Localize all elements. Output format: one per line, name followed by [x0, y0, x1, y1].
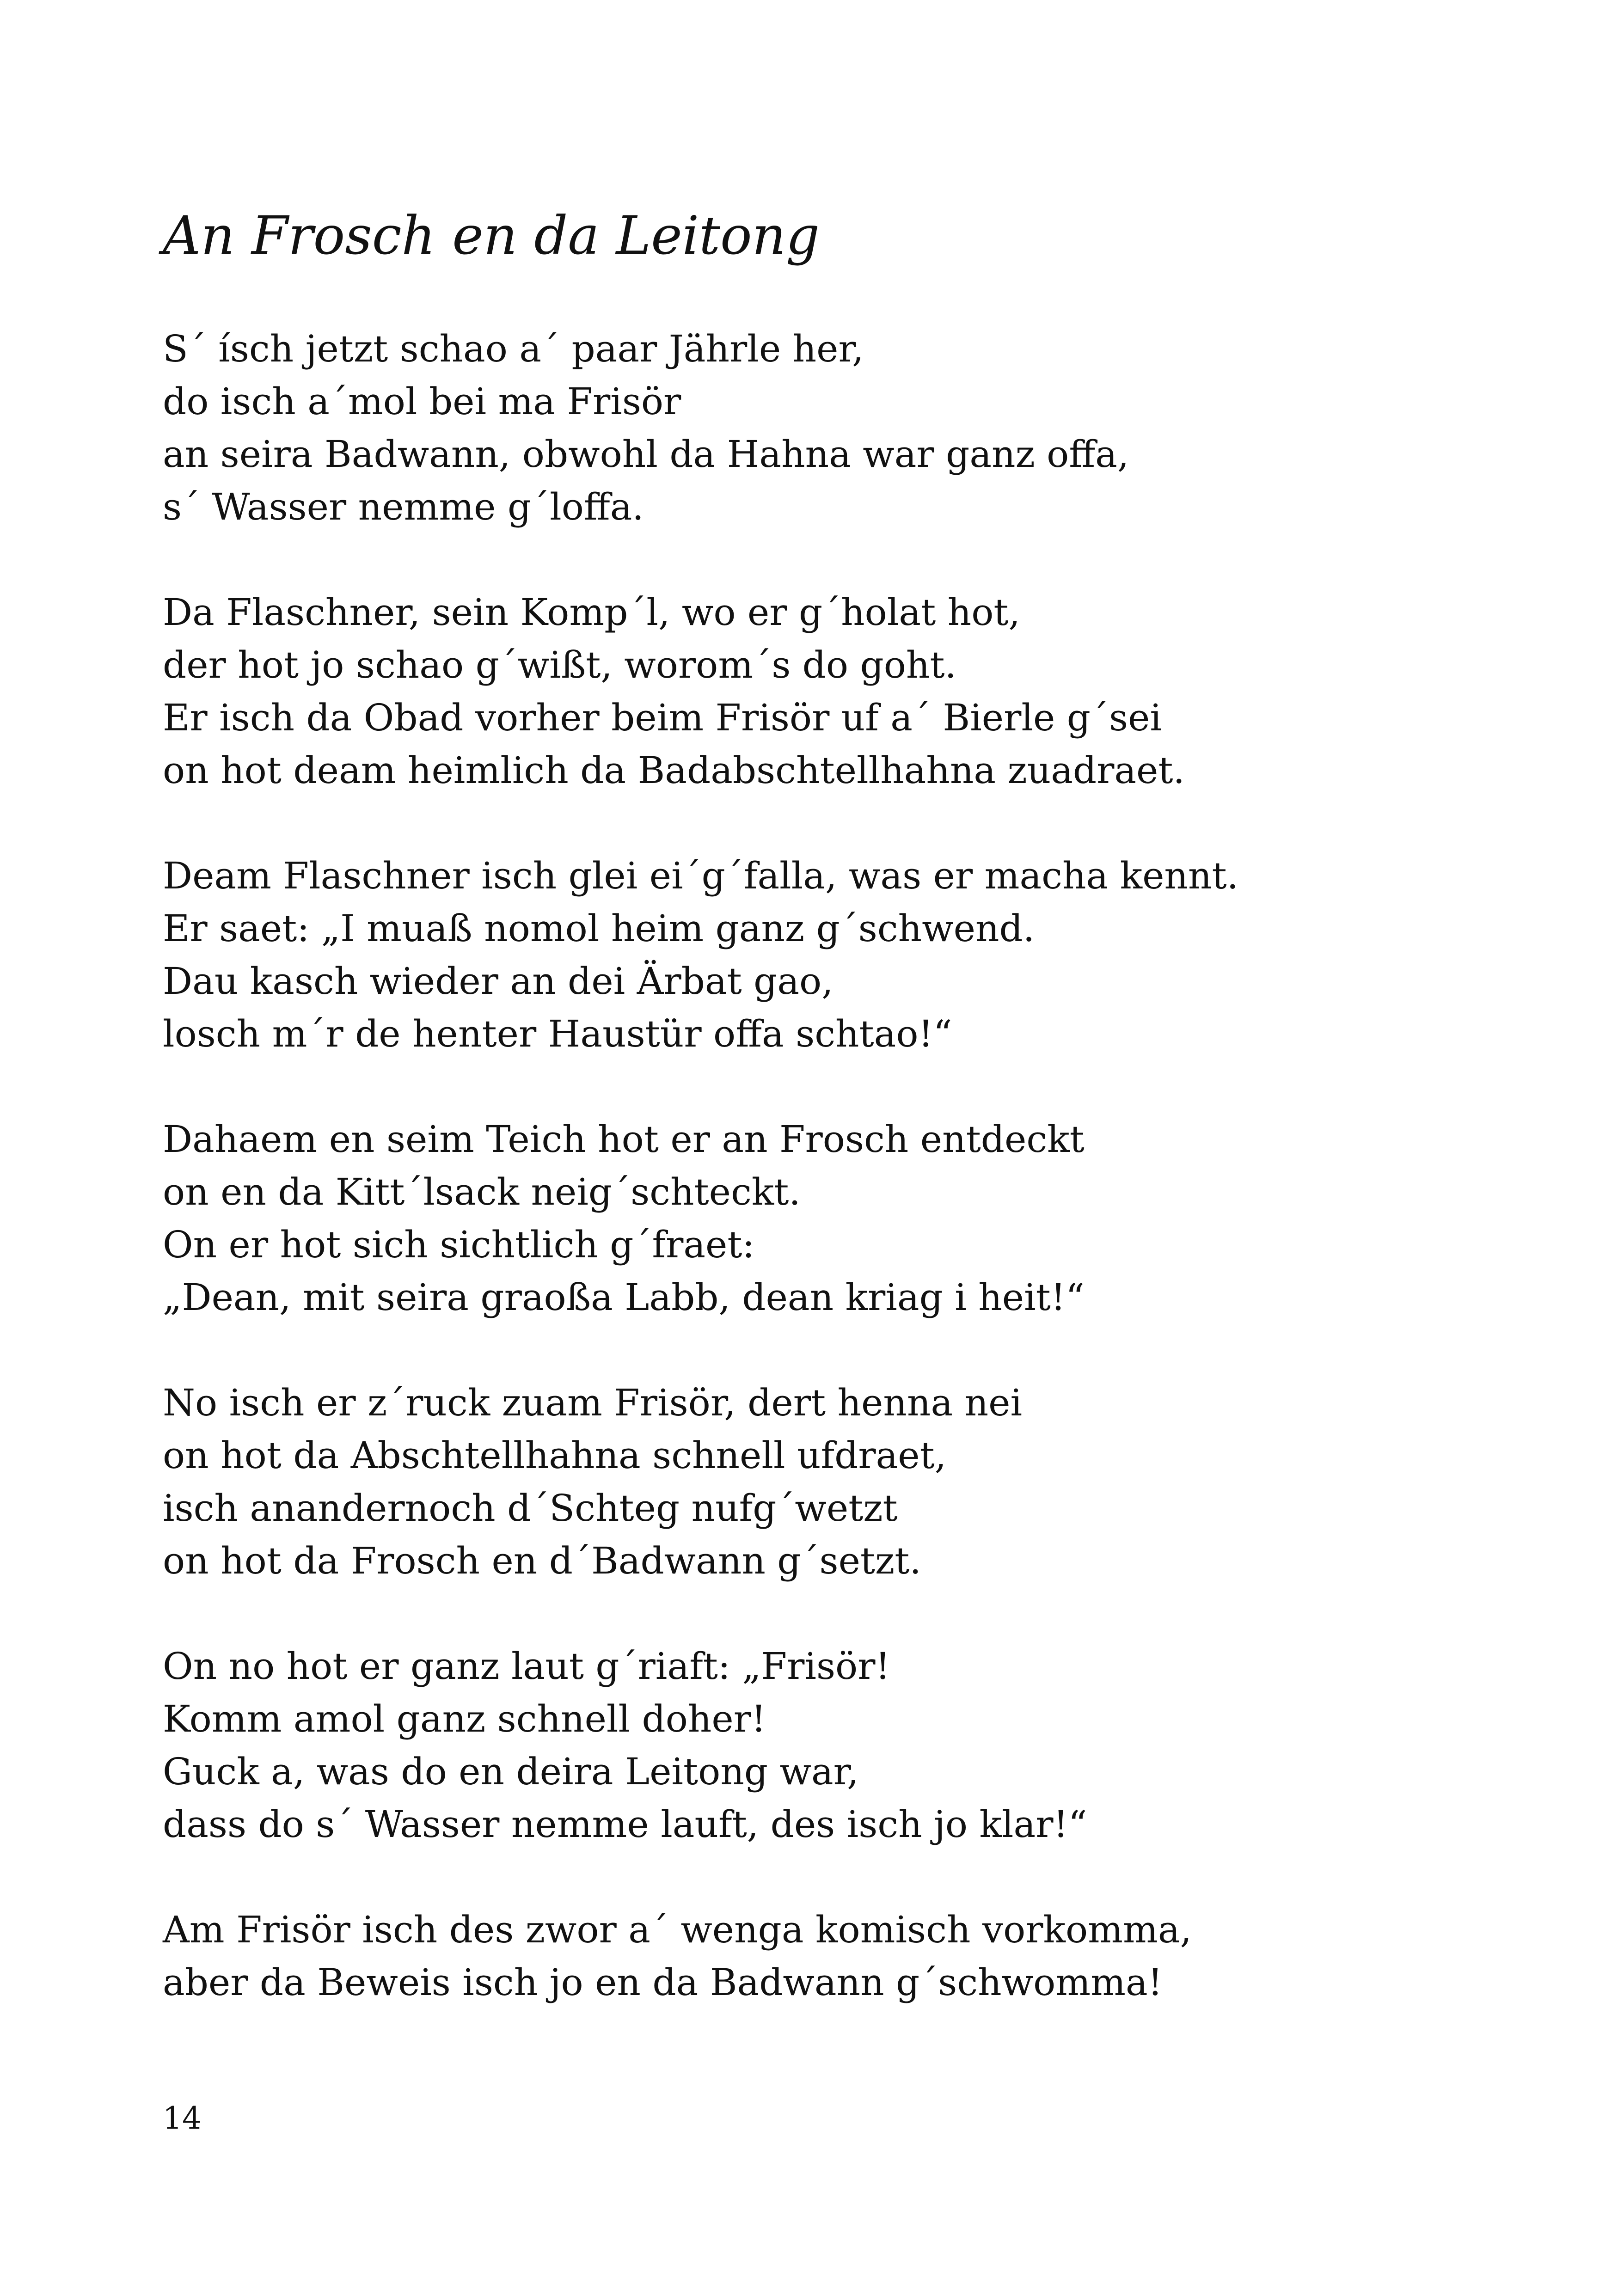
poem-line: Er isch da Obad vorher beim Frisör uf a´ Bierle g´sei [163, 696, 1162, 739]
page-number: 14 [163, 2100, 202, 2136]
poem-line: Deam Flaschner isch glei ei´g´falla, was er macha kennt. [163, 854, 1239, 897]
poem-line: an seira Badwann, obwohl da Hahna war ganz offa, [163, 433, 1129, 476]
poem-line: Dahaem en seim Teich hot er an Frosch entdeckt [163, 1118, 1085, 1161]
poem-line: aber da Beweis isch jo en da Badwann g´schwomma! [163, 1961, 1163, 2004]
poem-line: on hot deam heimlich da Badabschtellhahna zuadraet. [163, 749, 1185, 792]
stanza [163, 1377, 1503, 1587]
poem-line: isch anandernoch d´Schteg nufg´wetzt [163, 1487, 898, 1530]
poem-line: dass do s´ Wasser nemme lauft, des isch jo klar!“ [163, 1803, 1087, 1846]
stanza [163, 850, 1503, 1060]
poem-line: S´ ísch jetzt schao a´ paar Jährle her, [163, 327, 864, 370]
poem-line: On no hot er ganz laut g´riaft: „Frisör! [163, 1645, 890, 1688]
poem-title: An Frosch en da Leitong [163, 205, 820, 266]
poem-line: Guck a, was do en deira Leitong war, [163, 1750, 859, 1793]
poem-line: Komm amol ganz schnell doher! [163, 1697, 766, 1740]
poem-line: on hot da Frosch en d´Badwann g´setzt. [163, 1539, 921, 1582]
poem-line: Dau kasch wieder an dei Ärbat gao, [163, 960, 834, 1003]
stanza [163, 586, 1503, 797]
poem-line: losch m´r de henter Haustür offa schtao!“ [163, 1012, 952, 1055]
poem-line: Am Frisör isch des zwor a´ wenga komisch vorkomma, [163, 1908, 1192, 1951]
poem-body [163, 323, 1503, 2009]
poem-line: on hot da Abschtellhahna schnell ufdraet, [163, 1434, 947, 1477]
poem-line: On er hot sich sichtlich g´fraet: [163, 1223, 755, 1266]
stanza [163, 1113, 1503, 1324]
poem-line: s´ Wasser nemme g´loffa. [163, 485, 644, 528]
poem-line: on en da Kitt´lsack neig´schteckt. [163, 1170, 801, 1213]
stanza [163, 323, 1503, 533]
poem-line: der hot jo schao g´wißt, worom´s do goht. [163, 643, 956, 686]
poem-line: No isch er z´ruck zuam Frisör, dert henna nei [163, 1381, 1023, 1424]
poem-line: „Dean, mit seira graoßa Labb, dean kriag i heit!“ [163, 1276, 1085, 1319]
stanza [163, 1904, 1503, 2009]
poem-line: Er saet: „I muaß nomol heim ganz g´schwend. [163, 907, 1035, 950]
poem-line: Da Flaschner, sein Komp´l, wo er g´holat hot, [163, 591, 1020, 634]
stanza [163, 1640, 1503, 1851]
poem-line: do isch a´mol bei ma Frisör [163, 380, 681, 423]
